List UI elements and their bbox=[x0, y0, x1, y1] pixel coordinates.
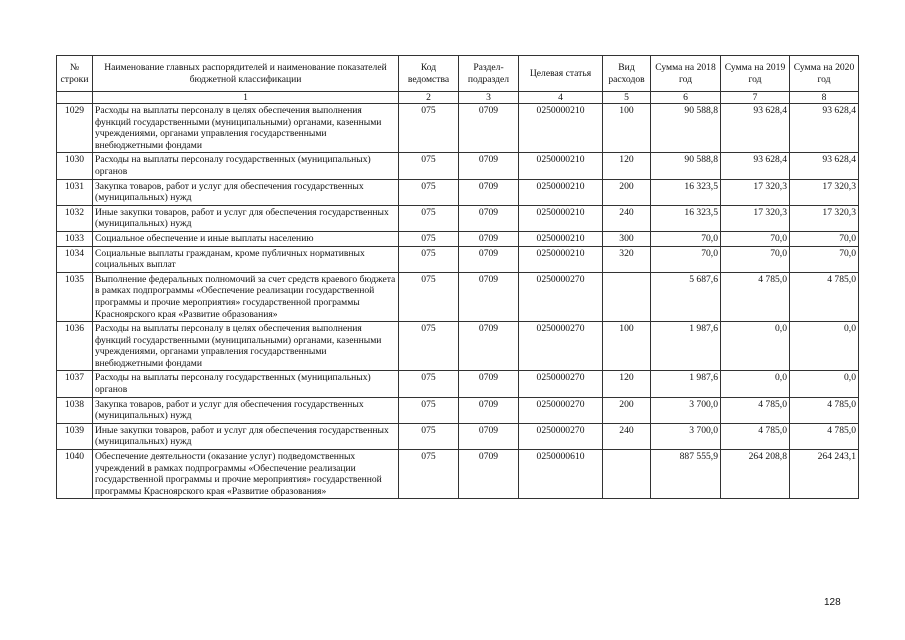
sum-2020-cell: 93 628,4 bbox=[790, 153, 859, 179]
target-item-cell: 0250000210 bbox=[519, 179, 603, 205]
row-number-cell: 1037 bbox=[57, 371, 93, 397]
target-item-cell: 0250000210 bbox=[519, 231, 603, 246]
row-number-cell: 1035 bbox=[57, 272, 93, 321]
row-name-cell: Расходы на выплаты персоналу государственных (муниципальных) органов bbox=[93, 153, 399, 179]
sum-2020-cell: 4 785,0 bbox=[790, 397, 859, 423]
table-row bbox=[57, 272, 859, 321]
column-number: 8 bbox=[790, 92, 859, 104]
department-code-cell: 075 bbox=[399, 322, 459, 371]
section-cell: 0709 bbox=[459, 231, 519, 246]
sum-2020-cell: 264 243,1 bbox=[790, 450, 859, 499]
sum-2018-cell: 16 323,5 bbox=[651, 205, 721, 231]
expense-type-cell: 320 bbox=[603, 246, 651, 272]
row-number-cell: 1030 bbox=[57, 153, 93, 179]
row-name-cell: Расходы на выплаты персоналу в целях обеспечения выполнения функций государственными (муниципальными) органами, казенными учреждениями, органами управления государственными внебюджетными фондами bbox=[93, 104, 399, 153]
section-cell: 0709 bbox=[459, 104, 519, 153]
expense-type-cell: 120 bbox=[603, 153, 651, 179]
department-code-cell: 075 bbox=[399, 423, 459, 449]
sum-2018-cell: 3 700,0 bbox=[651, 423, 721, 449]
sum-2020-cell: 17 320,3 bbox=[790, 179, 859, 205]
table-row bbox=[57, 153, 859, 179]
table-row bbox=[57, 246, 859, 272]
row-number-cell: 1032 bbox=[57, 205, 93, 231]
sum-2018-cell: 70,0 bbox=[651, 246, 721, 272]
row-name-cell: Закупка товаров, работ и услуг для обеспечения государственных (муниципальных) нужд bbox=[93, 179, 399, 205]
section-cell: 0709 bbox=[459, 371, 519, 397]
target-item-cell: 0250000270 bbox=[519, 322, 603, 371]
sum-2019-cell: 17 320,3 bbox=[721, 179, 790, 205]
row-number-cell: 1038 bbox=[57, 397, 93, 423]
column-number: 5 bbox=[603, 92, 651, 104]
row-name-cell: Иные закупки товаров, работ и услуг для обеспечения государственных (муниципальных) нужд bbox=[93, 423, 399, 449]
target-item-cell: 0250000610 bbox=[519, 450, 603, 499]
row-name-cell: Расходы на выплаты персоналу в целях обеспечения выполнения функций государственными (муниципальными) органами, казенными учреждениями, органами управления государственными внебюджетными фондами bbox=[93, 322, 399, 371]
row-name-cell: Выполнение федеральных полномочий за счет средств краевого бюджета в рамках подпрограммы «Обеспечение реализации государственной программы и прочие мероприятия» государственной программы Красноярского края «Развитие образования» bbox=[93, 272, 399, 321]
table-row bbox=[57, 450, 859, 499]
expense-type-cell: 200 bbox=[603, 397, 651, 423]
department-code-cell: 075 bbox=[399, 371, 459, 397]
table-row bbox=[57, 179, 859, 205]
sum-2020-cell: 17 320,3 bbox=[790, 205, 859, 231]
header-section: Раздел-подраздел bbox=[459, 56, 519, 92]
department-code-cell: 075 bbox=[399, 104, 459, 153]
column-number: 4 bbox=[519, 92, 603, 104]
sum-2018-cell: 887 555,9 bbox=[651, 450, 721, 499]
header-target-item: Целевая статья bbox=[519, 56, 603, 92]
row-number-cell: 1034 bbox=[57, 246, 93, 272]
sum-2018-cell: 90 588,8 bbox=[651, 153, 721, 179]
expense-type-cell: 300 bbox=[603, 231, 651, 246]
target-item-cell: 0250000210 bbox=[519, 246, 603, 272]
header-expense-type: Вид расходов bbox=[603, 56, 651, 92]
sum-2018-cell: 3 700,0 bbox=[651, 397, 721, 423]
sum-2018-cell: 5 687,6 bbox=[651, 272, 721, 321]
row-number-cell: 1033 bbox=[57, 231, 93, 246]
sum-2018-cell: 70,0 bbox=[651, 231, 721, 246]
section-cell: 0709 bbox=[459, 397, 519, 423]
expense-type-cell: 240 bbox=[603, 205, 651, 231]
section-cell: 0709 bbox=[459, 246, 519, 272]
sum-2019-cell: 17 320,3 bbox=[721, 205, 790, 231]
row-number-cell: 1039 bbox=[57, 423, 93, 449]
row-name-cell: Закупка товаров, работ и услуг для обеспечения государственных (муниципальных) нужд bbox=[93, 397, 399, 423]
sum-2018-cell: 1 987,6 bbox=[651, 371, 721, 397]
table-row bbox=[57, 231, 859, 246]
section-cell: 0709 bbox=[459, 179, 519, 205]
sum-2019-cell: 4 785,0 bbox=[721, 423, 790, 449]
row-number-cell: 1040 bbox=[57, 450, 93, 499]
header-name: Наименование главных распорядителей и наименование показателей бюджетной классификации bbox=[93, 56, 399, 92]
row-number-cell: 1036 bbox=[57, 322, 93, 371]
column-number: 3 bbox=[459, 92, 519, 104]
expense-type-cell bbox=[603, 272, 651, 321]
target-item-cell: 0250000210 bbox=[519, 205, 603, 231]
department-code-cell: 075 bbox=[399, 272, 459, 321]
sum-2019-cell: 70,0 bbox=[721, 231, 790, 246]
department-code-cell: 075 bbox=[399, 205, 459, 231]
table-row bbox=[57, 104, 859, 153]
table-row bbox=[57, 397, 859, 423]
expense-type-cell: 120 bbox=[603, 371, 651, 397]
sum-2019-cell: 264 208,8 bbox=[721, 450, 790, 499]
table-row bbox=[57, 322, 859, 371]
target-item-cell: 0250000270 bbox=[519, 272, 603, 321]
table-row bbox=[57, 205, 859, 231]
sum-2019-cell: 93 628,4 bbox=[721, 153, 790, 179]
section-cell: 0709 bbox=[459, 322, 519, 371]
table-row bbox=[57, 371, 859, 397]
page-number: 128 bbox=[824, 597, 841, 608]
budget-table bbox=[56, 55, 859, 499]
department-code-cell: 075 bbox=[399, 153, 459, 179]
target-item-cell: 0250000210 bbox=[519, 104, 603, 153]
column-number: 6 bbox=[651, 92, 721, 104]
header-sum-2018: Сумма на 2018 год bbox=[651, 56, 721, 92]
column-number: 2 bbox=[399, 92, 459, 104]
sum-2020-cell: 93 628,4 bbox=[790, 104, 859, 153]
row-name-cell: Обеспечение деятельности (оказание услуг) подведомственных учреждений в рамках подпрограммы «Обеспечение реализации государственной программы и прочие мероприятия» государственной программы Красноярского края «Развитие образования» bbox=[93, 450, 399, 499]
department-code-cell: 075 bbox=[399, 231, 459, 246]
department-code-cell: 075 bbox=[399, 397, 459, 423]
row-name-cell: Иные закупки товаров, работ и услуг для обеспечения государственных (муниципальных) нужд bbox=[93, 205, 399, 231]
department-code-cell: 075 bbox=[399, 179, 459, 205]
sum-2019-cell: 70,0 bbox=[721, 246, 790, 272]
row-number-cell: 1031 bbox=[57, 179, 93, 205]
column-number bbox=[57, 92, 93, 104]
row-name-cell: Социальное обеспечение и иные выплаты населению bbox=[93, 231, 399, 246]
sum-2019-cell: 4 785,0 bbox=[721, 272, 790, 321]
column-number: 7 bbox=[721, 92, 790, 104]
department-code-cell: 075 bbox=[399, 450, 459, 499]
sum-2019-cell: 0,0 bbox=[721, 322, 790, 371]
sum-2020-cell: 4 785,0 bbox=[790, 423, 859, 449]
sum-2020-cell: 70,0 bbox=[790, 246, 859, 272]
department-code-cell: 075 bbox=[399, 246, 459, 272]
target-item-cell: 0250000270 bbox=[519, 423, 603, 449]
sum-2020-cell: 4 785,0 bbox=[790, 272, 859, 321]
header-row-number: № строки bbox=[57, 56, 93, 92]
sum-2019-cell: 4 785,0 bbox=[721, 397, 790, 423]
section-cell: 0709 bbox=[459, 153, 519, 179]
target-item-cell: 0250000210 bbox=[519, 153, 603, 179]
row-number-cell: 1029 bbox=[57, 104, 93, 153]
table-row bbox=[57, 423, 859, 449]
expense-type-cell: 240 bbox=[603, 423, 651, 449]
header-sum-2020: Сумма на 2020 год bbox=[790, 56, 859, 92]
section-cell: 0709 bbox=[459, 272, 519, 321]
target-item-cell: 0250000270 bbox=[519, 397, 603, 423]
expense-type-cell bbox=[603, 450, 651, 499]
sum-2018-cell: 1 987,6 bbox=[651, 322, 721, 371]
section-cell: 0709 bbox=[459, 423, 519, 449]
expense-type-cell: 200 bbox=[603, 179, 651, 205]
sum-2018-cell: 16 323,5 bbox=[651, 179, 721, 205]
expense-type-cell: 100 bbox=[603, 322, 651, 371]
sum-2019-cell: 93 628,4 bbox=[721, 104, 790, 153]
column-number: 1 bbox=[93, 92, 399, 104]
section-cell: 0709 bbox=[459, 205, 519, 231]
expense-type-cell: 100 bbox=[603, 104, 651, 153]
target-item-cell: 0250000270 bbox=[519, 371, 603, 397]
table-header bbox=[57, 56, 859, 104]
table-body bbox=[57, 104, 859, 499]
section-cell: 0709 bbox=[459, 450, 519, 499]
row-name-cell: Расходы на выплаты персоналу государственных (муниципальных) органов bbox=[93, 371, 399, 397]
sum-2020-cell: 0,0 bbox=[790, 371, 859, 397]
header-department-code: Код ведомства bbox=[399, 56, 459, 92]
header-sum-2019: Сумма на 2019 год bbox=[721, 56, 790, 92]
sum-2019-cell: 0,0 bbox=[721, 371, 790, 397]
sum-2020-cell: 0,0 bbox=[790, 322, 859, 371]
sum-2018-cell: 90 588,8 bbox=[651, 104, 721, 153]
row-name-cell: Социальные выплаты гражданам, кроме публичных нормативных социальных выплат bbox=[93, 246, 399, 272]
sum-2020-cell: 70,0 bbox=[790, 231, 859, 246]
